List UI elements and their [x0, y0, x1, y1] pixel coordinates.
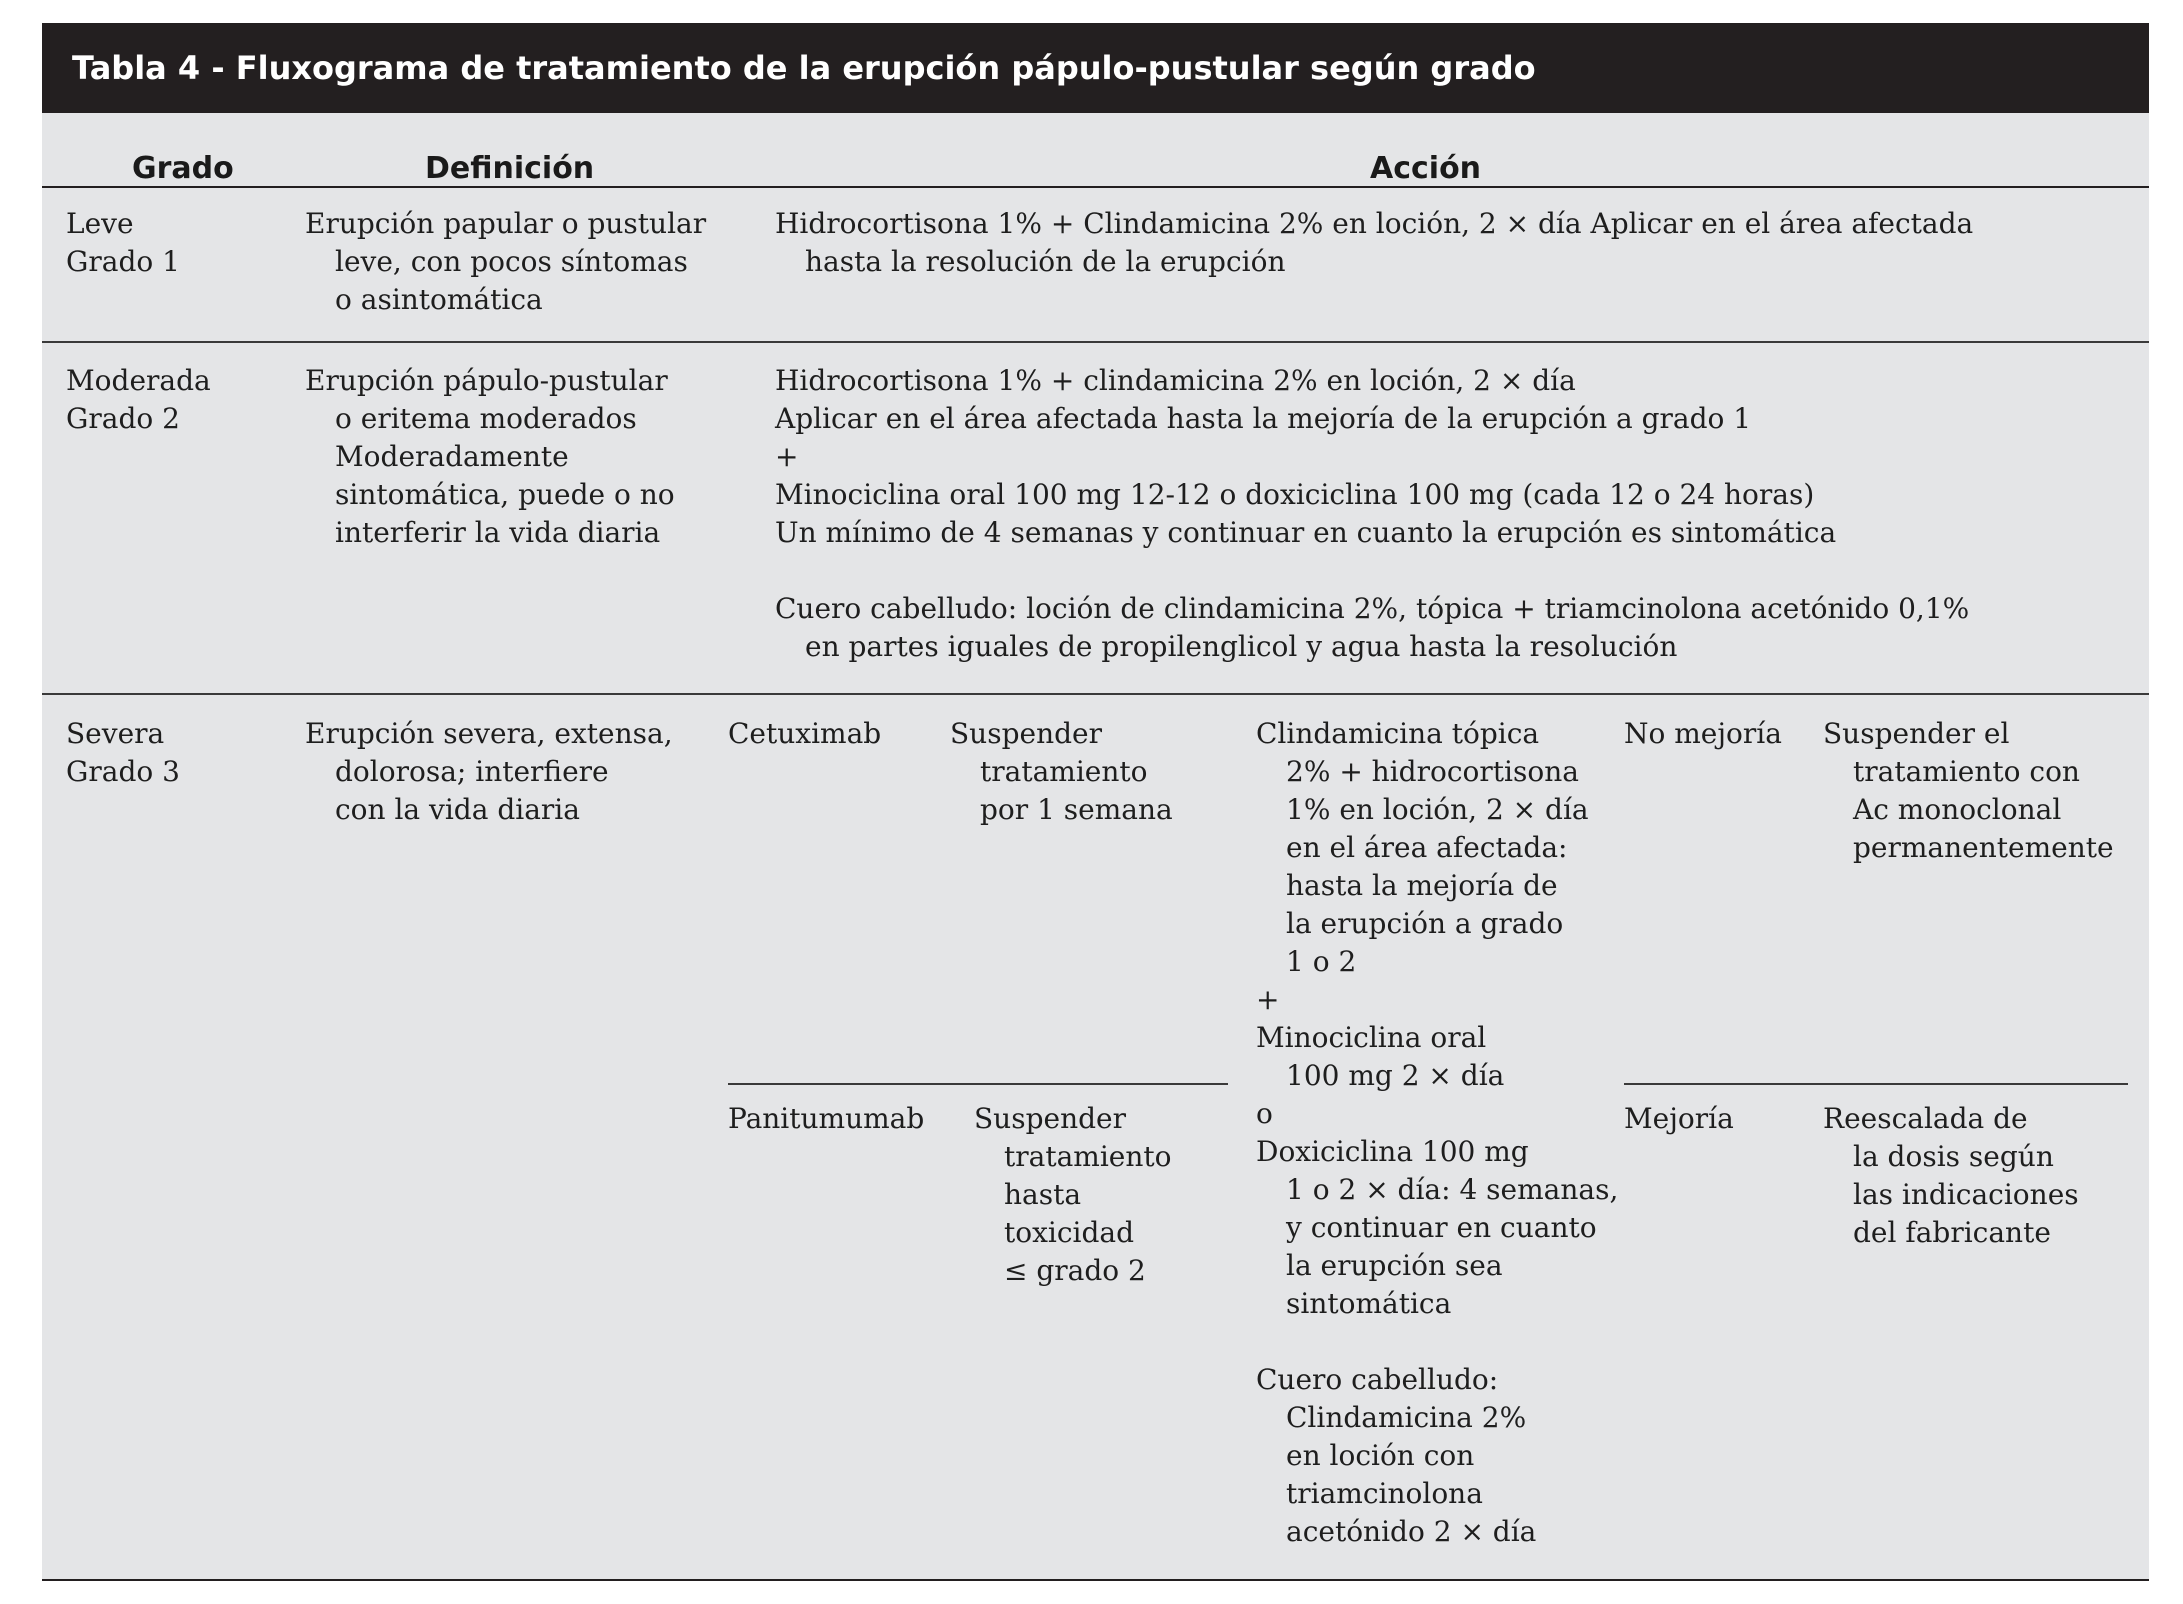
row2-scalp-line: Cuero cabelludo: loción de clindamicina 2%, tópica + triamcinolona acetónido 0,1% — [775, 592, 1970, 625]
panitumumab-action-line: hasta — [1004, 1178, 1082, 1211]
cetuximab-action — [950, 715, 1173, 829]
row3-grado — [66, 715, 180, 791]
row3-def-line: dolorosa; interfiere — [335, 755, 609, 788]
panitumumab-action-line: Suspender — [974, 1102, 1126, 1135]
row2-def-line: o eritema moderados — [335, 402, 637, 435]
mejoria-action-line: Reescalada de — [1823, 1102, 2028, 1135]
row2-grado — [66, 362, 211, 438]
row2-accion — [775, 362, 1969, 666]
treatment-line: Doxiciclina 100 mg — [1256, 1135, 1529, 1168]
row2-def-line: Moderadamente — [335, 440, 569, 473]
treatment-scalp-line: Clindamicina 2% — [1286, 1401, 1527, 1434]
no-mejoria-label: No mejoría — [1624, 717, 1782, 750]
no-mejoria-action — [1823, 715, 2114, 867]
cetuximab-action-line: Suspender — [950, 717, 1102, 750]
treatment-scalp-line: en loción con — [1286, 1439, 1475, 1472]
row2-accion-line: Aplicar en el área afectada hasta la mejoría de la erupción a grado 1 — [775, 402, 1752, 435]
cetuximab-drug: Cetuximab — [728, 717, 882, 750]
row3-def-line: Erupción severa, extensa, — [305, 717, 673, 750]
no-mejoria-action-line: Suspender el — [1823, 717, 2010, 750]
bottom-rule — [42, 1579, 2149, 1581]
treatment-line: 1% en loción, 2 × día — [1286, 793, 1589, 826]
mejoria-action-line: la dosis según — [1853, 1140, 2054, 1173]
row2-definicion — [305, 362, 675, 552]
row2-accion-line: + — [775, 440, 799, 473]
row1-definicion — [305, 205, 706, 319]
treatment-line: en el área afectada: — [1286, 831, 1568, 864]
row2-def-line: interferir la vida diaria — [335, 516, 661, 549]
row2-def-line: Erupción pápulo-pustular — [305, 364, 668, 397]
treatment-line: Minociclina oral — [1256, 1021, 1487, 1054]
header-accion: Acción — [1370, 151, 1482, 186]
treatment-scalp-line: triamcinolona — [1286, 1477, 1483, 1510]
header-definicion: Definición — [425, 151, 595, 186]
row2-accion-line: Minociclina oral 100 mg 12-12 o doxiciclina 100 mg (cada 12 o 24 horas) — [775, 478, 1815, 511]
outcome-subrule — [1624, 1083, 2128, 1085]
row2-accion-line: Un mínimo de 4 semanas y continuar en cuanto la erupción es sintomática — [775, 516, 1837, 549]
row3-grado-line: Severa — [66, 717, 165, 750]
row1-grado-line: Leve — [66, 207, 134, 240]
treatment-table — [42, 23, 2149, 1581]
treatment-line: 100 mg 2 × día — [1286, 1059, 1505, 1092]
row2-accion-line: Hidrocortisona 1% + clindamicina 2% en loción, 2 × día — [775, 364, 1576, 397]
treatment-line: o — [1256, 1097, 1273, 1130]
treatment-line: y continuar en cuanto — [1286, 1211, 1597, 1244]
no-mejoria-action-line: tratamiento con — [1853, 755, 2080, 788]
row1-grado-line: Grado 1 — [66, 245, 180, 278]
panitumumab-action — [974, 1100, 1172, 1290]
mejoria-action-line: las indicaciones — [1853, 1178, 2079, 1211]
table-title: Tabla 4 - Fluxograma de tratamiento de la erupción pápulo-pustular según grado — [42, 23, 2149, 113]
cetuximab-action-line: tratamiento — [980, 755, 1148, 788]
header-rule — [42, 186, 2149, 188]
no-mejoria-action-line: permanentemente — [1853, 831, 2114, 864]
row1-def-line: Erupción papular o pustular — [305, 207, 707, 240]
treatment-line: hasta la mejoría de — [1286, 869, 1558, 902]
row2-grado-line: Moderada — [66, 364, 211, 397]
row3-treatment — [1256, 715, 1618, 1551]
antibody-subrule — [728, 1083, 1228, 1085]
header-grado: Grado — [132, 151, 234, 186]
row3-definicion — [305, 715, 673, 829]
treatment-scalp-line: acetónido 2 × día — [1286, 1515, 1537, 1548]
row1-accion-line: hasta la resolución de la erupción — [805, 245, 1286, 278]
row2-scalp-line: en partes iguales de propilenglicol y agua hasta la resolución — [805, 630, 1678, 663]
row2-grado-line: Grado 2 — [66, 402, 180, 435]
mejoria-label: Mejoría — [1624, 1102, 1734, 1135]
row1-def-line: o asintomática — [335, 283, 543, 316]
row1-grado — [66, 205, 180, 281]
treatment-line: + — [1256, 983, 1280, 1016]
treatment-line: la erupción sea — [1286, 1249, 1503, 1282]
cetuximab-action-line: por 1 semana — [980, 793, 1173, 826]
row1-accion-line: Hidrocortisona 1% + Clindamicina 2% en loción, 2 × día Aplicar en el área afectada — [775, 207, 1974, 240]
treatment-line: 2% + hidrocortisona — [1286, 755, 1579, 788]
mejoria-action-line: del fabricante — [1853, 1216, 2051, 1249]
panitumumab-action-line: toxicidad — [1004, 1216, 1135, 1249]
row2-rule — [42, 693, 2149, 695]
row2-def-line: sintomática, puede o no — [335, 478, 675, 511]
treatment-line: sintomática — [1286, 1287, 1452, 1320]
mejoria-action — [1823, 1100, 2079, 1252]
treatment-line: 1 o 2 × día: 4 semanas, — [1286, 1173, 1619, 1206]
row3-grado-line: Grado 3 — [66, 755, 180, 788]
panitumumab-drug: Panitumumab — [728, 1102, 925, 1135]
row1-def-line: leve, con pocos síntomas — [335, 245, 688, 278]
treatment-line: la erupción a grado — [1286, 907, 1564, 940]
row1-accion — [775, 205, 1973, 281]
treatment-line: Clindamicina tópica — [1256, 717, 1540, 750]
treatment-line: 1 o 2 — [1286, 945, 1357, 978]
row1-rule — [42, 341, 2149, 343]
row3-def-line: con la vida diaria — [335, 793, 580, 826]
no-mejoria-action-line: Ac monoclonal — [1853, 793, 2062, 826]
panitumumab-action-line: tratamiento — [1004, 1140, 1172, 1173]
treatment-scalp-line: Cuero cabelludo: — [1256, 1363, 1499, 1396]
panitumumab-action-line: ≤ grado 2 — [1004, 1254, 1146, 1287]
